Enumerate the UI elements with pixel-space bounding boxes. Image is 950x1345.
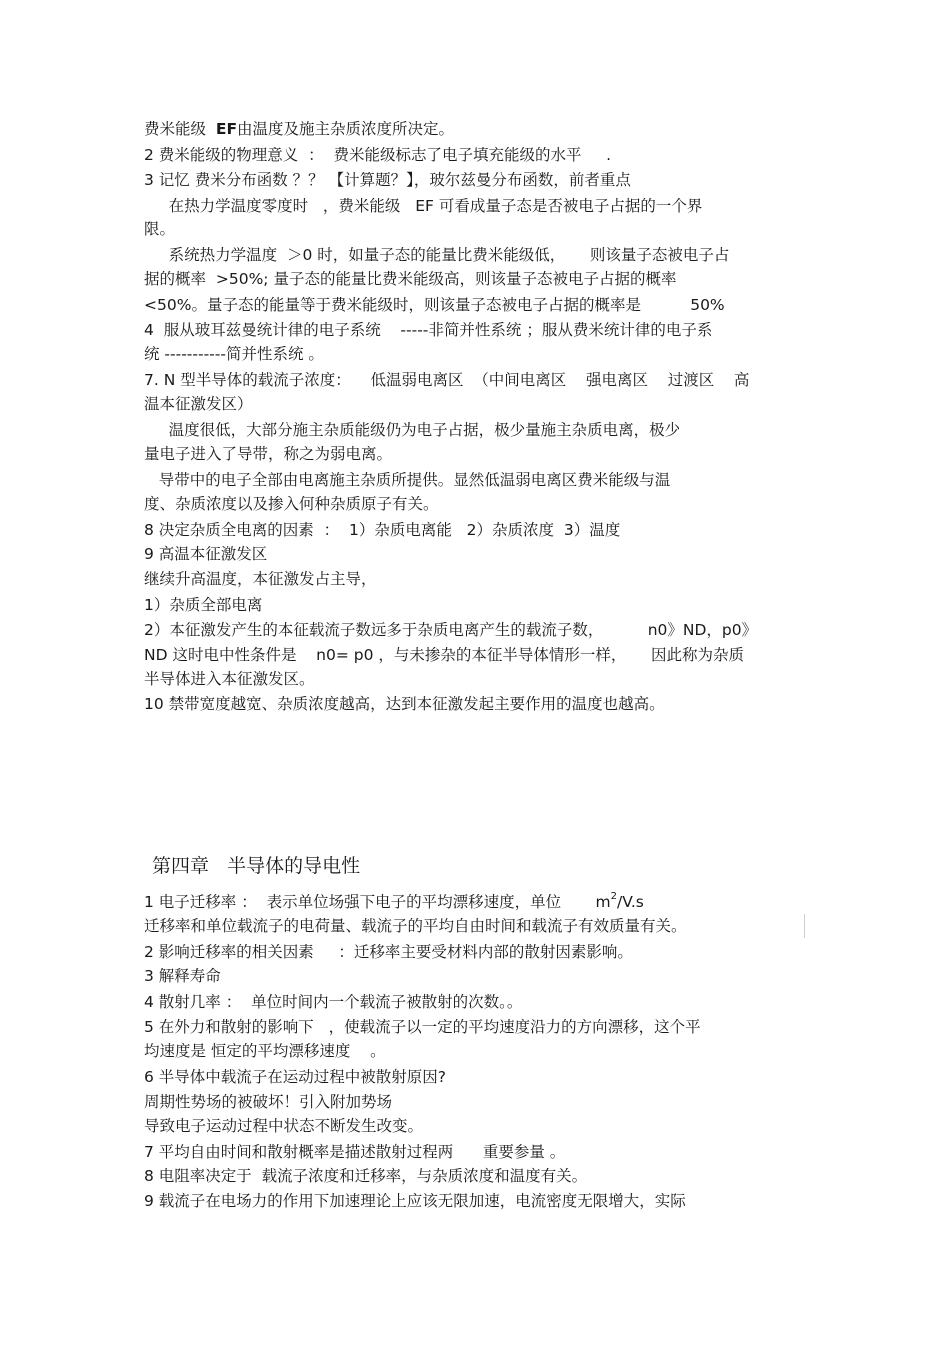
text-line: 2 影响迁移率的相关因素 ：迁移率主要受材料内部的散射因素影响。	[144, 943, 633, 961]
text-line: 9 载流子在电场力的作用下加速理论上应该无限加速，电流密度无限增大，实际	[144, 1192, 686, 1210]
text-line	[144, 891, 644, 913]
text-line: ND 这时电中性条件是 n0= p0 ，与未掺杂的本征半导体情形一样， 因此称为杂质	[144, 646, 745, 664]
text-line: 限。	[144, 220, 176, 238]
text-line: 在热力学温度零度时 ，费米能级 EF 可看成量子态是否被电子占据的一个界	[144, 197, 703, 215]
text-line	[144, 118, 454, 140]
text-line: 3 解释寿命	[144, 967, 221, 985]
text-line: 周期性势场的被破坏！引入附加势场	[144, 1093, 393, 1111]
text-line: 继续升高温度，本征激发占主导，	[144, 570, 377, 588]
text-span: 由温度及施主杂质浓度所决定。	[237, 120, 455, 138]
text-line: 2）本征激发产生的本征载流子数远多于杂质电离产生的载流子数， n0》ND，p0》	[144, 621, 758, 639]
text-line: 7. N 型半导体的载流子浓度： 低温弱电离区 （中间电离区 强电离区 过渡区 高	[144, 371, 750, 389]
text-line: 度、杂质浓度以及掺入何种杂质原子有关。	[144, 495, 439, 513]
superscript: 2	[610, 890, 618, 902]
text-line: 均速度是 恒定的平均漂移速度 。	[144, 1042, 386, 1060]
text-line: 9 高温本征激发区	[144, 545, 268, 563]
text-line: 5 在外力和散射的影响下 ，使载流子以一定的平均速度沿力的方向漂移，这个平	[144, 1018, 701, 1036]
text-line: 统 -----------简并性系统 。	[144, 345, 324, 363]
text-line: 导带中的电子全部由电离施主杂质所提供。显然低温弱电离区费米能级与温	[144, 471, 671, 489]
text-line: 6 半导体中载流子在运动过程中被散射原因?	[144, 1068, 447, 1086]
text-line: 迁移率和单位载流子的电荷量、载流子的平均自由时间和载流子有效质量有关。	[144, 917, 687, 935]
text-line: 4 散射几率 ： 单位时间内一个载流子被散射的次数。。	[144, 993, 523, 1011]
text-line: 据的概率 >50%; 量子态的能量比费米能级高，则该量子态被电子占据的概率	[144, 270, 677, 288]
text-line: 半导体进入本征激发区。	[144, 670, 315, 688]
chapter-title: 第四章 半导体的导电性	[152, 855, 361, 877]
text-span: 费米能级	[144, 120, 216, 138]
text-line: 3 记忆 费米分布函数 ？？ 【计算题？】，玻尔兹曼分布函数，前者重点	[144, 171, 631, 189]
ef-symbol: EF	[215, 120, 238, 138]
text-line: 4 服从玻耳兹曼统计律的电子系统 -----非简并性系统 ；服从费米统计律的电子系	[144, 321, 713, 339]
text-line: 7 平均自由时间和散射概率是描述散射过程两 重要参量 。	[144, 1143, 566, 1161]
text-line: <50%。量子态的能量等于费米能级时，则该量子态被电子占据的概率是 50%	[144, 296, 725, 314]
text-span: 1 电子迁移率 ： 表示单位场强下电子的平均漂移速度，单位 m	[144, 893, 611, 911]
text-line: 温本征激发区）	[144, 395, 253, 413]
text-line: 8 决定杂质全电离的因素 ： 1）杂质电离能 2）杂质浓度 3）温度	[144, 521, 621, 539]
text-line: 10 禁带宽度越宽、杂质浓度越高，达到本征激发起主要作用的温度也越高。	[144, 695, 665, 713]
vertical-rule	[804, 914, 805, 938]
text-line: 系统热力学温度 ＞0 时，如量子态的能量比费米能级低， 则该量子态被电子占	[144, 246, 730, 264]
text-line: 8 电阻率决定于 载流子浓度和迁移率，与杂质浓度和温度有关。	[144, 1167, 588, 1185]
text-line: 导致电子运动过程中状态不断发生改变。	[144, 1117, 424, 1135]
text-line: 量电子进入了导带，称之为弱电离。	[144, 445, 393, 463]
text-line: 2 费米能级的物理意义 ： 费米能级标志了电子填充能级的水平 .	[144, 146, 612, 164]
text-span: /V.s	[617, 893, 644, 911]
text-line: 1）杂质全部电离	[144, 596, 263, 614]
text-line: 温度很低，大部分施主杂质能级仍为电子占据，极少量施主杂质电离，极少	[144, 421, 681, 439]
